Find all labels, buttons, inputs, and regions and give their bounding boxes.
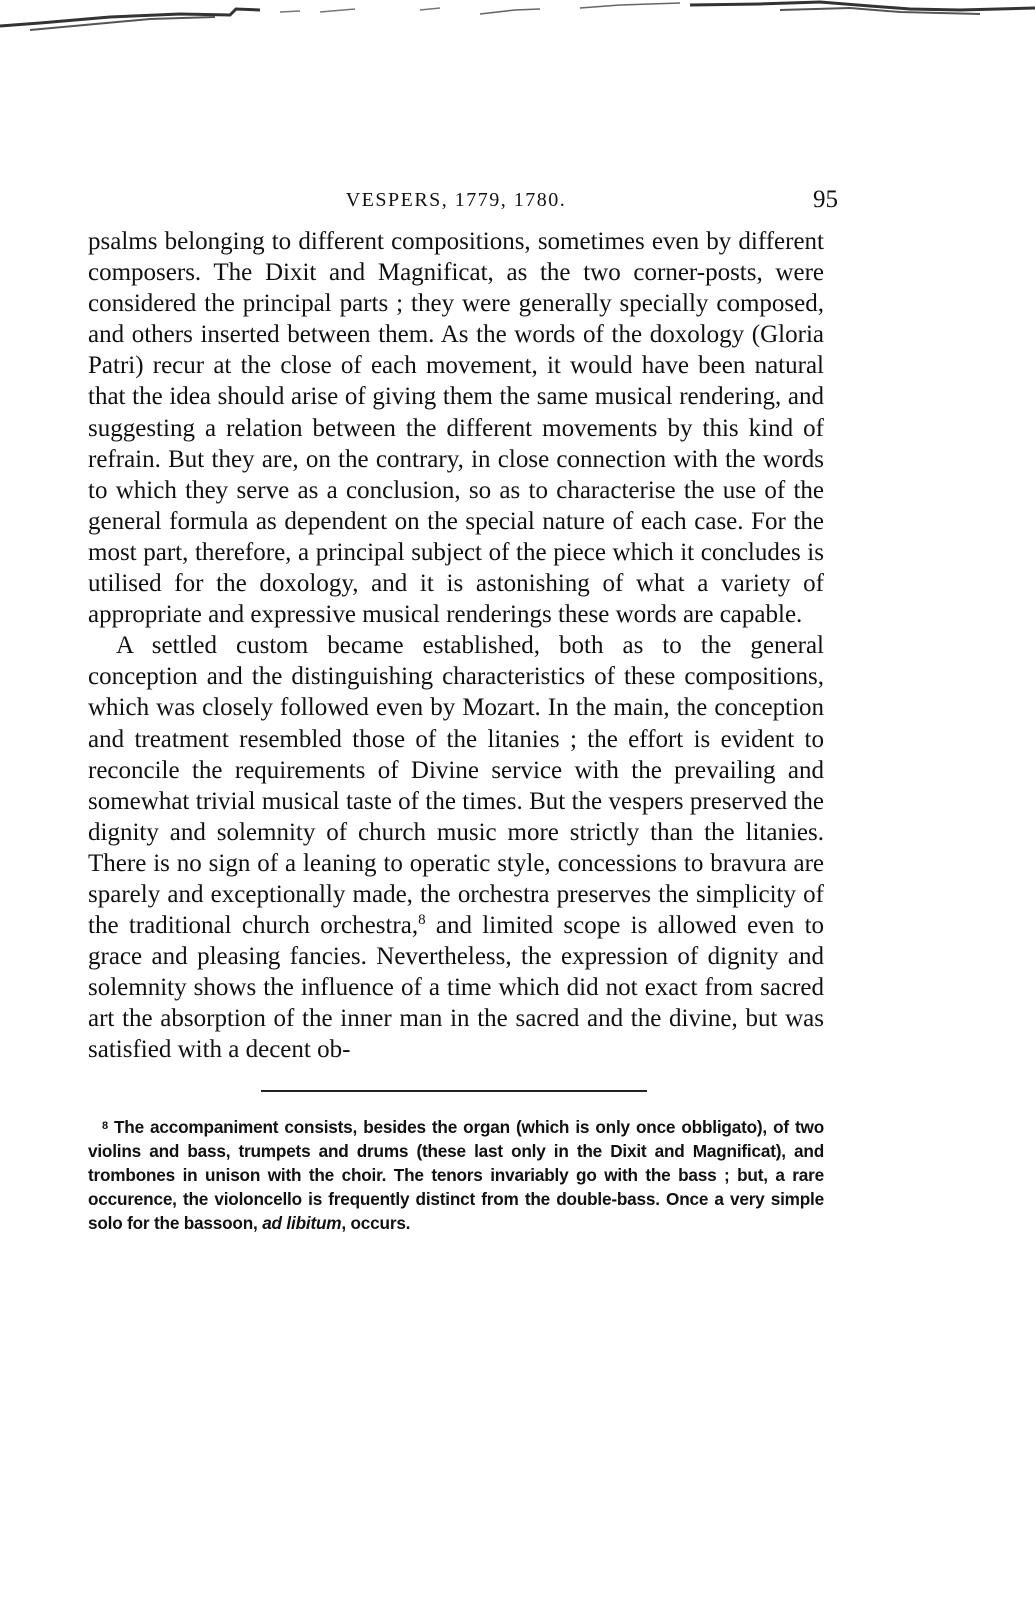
- footnote-reference: 8: [418, 912, 426, 929]
- footnote-text-part-1: The accompaniment consists, besides the organ (which is only once obbligato), of two violins and bass, trumpets and drums (these last only in the Dixit and Magnificat), and trombones in unison with the choir. The tenors invariably go with the bass ; but, a rare occurence, the violoncello is frequently distinct from the double-bass. Once a very simple solo for the bassoon,: [88, 1116, 824, 1233]
- paragraph-2-part-1: A settled custom became established, both as to the general conception and the distinguishing characteristics of these compositions, which was closely followed even by Mozart. In the main, the conception and treatment resembled those of the litanies ; the effort is evident to reconcile the requirements of Divine service with the prevailing and somewhat trivial musical taste of the times. But the vespers preserved the dignity and solemnity of church music more strictly than the litanies. There is no sign of a leaning to operatic style, concessions to bravura are sparely and exceptionally made, the orchestra preserves the simplicity of the traditional church orchestra,: [88, 632, 824, 940]
- footnote-italic-term: ad libitum: [262, 1212, 342, 1233]
- footnote-text-part-2: , occurs.: [341, 1212, 411, 1233]
- page-number: 95: [813, 186, 838, 213]
- scan-edge-artifact: [0, 0, 1035, 34]
- footnote-mark: 8: [102, 1119, 108, 1132]
- footnote-divider: [261, 1090, 647, 1092]
- paragraph-1: psalms belonging to different compositions, sometimes even by different composers. The Dixit and Magnificat, as the two corner-posts, were considered the principal parts ; they were generally specially composed, and others inserted between them. As the words of the doxology (Gloria Patri) recur at the close of each movement, it would have been natural that the idea should arise of giving them the same musical rendering, and suggesting a relation between the different movements by this kind of refrain. But they are, on the contrary, in close connection with the words to which they serve as a conclusion, so as to characterise the use of the general formula as dependent on the special nature of each case. For the most part, therefore, a principal subject of the piece which it concludes is utilised for the doxology, and it is astonishing of what a variety of appropriate and expressive musical renderings these words are capable.: [88, 228, 824, 629]
- footnote: [88, 1114, 824, 1235]
- paragraph-2-part-2: and limited scope is allowed even to grace and pleasing fancies. Nevertheless, the expression of dignity and solemnity shows the influence of a time which did not exact from sacred art the absorption of the inner man in the sacred and the divine, but was satisfied with a decent ob-: [88, 912, 825, 1064]
- body-text: [88, 226, 824, 1066]
- running-title: VESPERS, 1779, 1780.: [345, 189, 567, 211]
- paragraph-2: [88, 630, 824, 1065]
- running-head: [88, 186, 838, 226]
- book-page: [88, 186, 838, 1235]
